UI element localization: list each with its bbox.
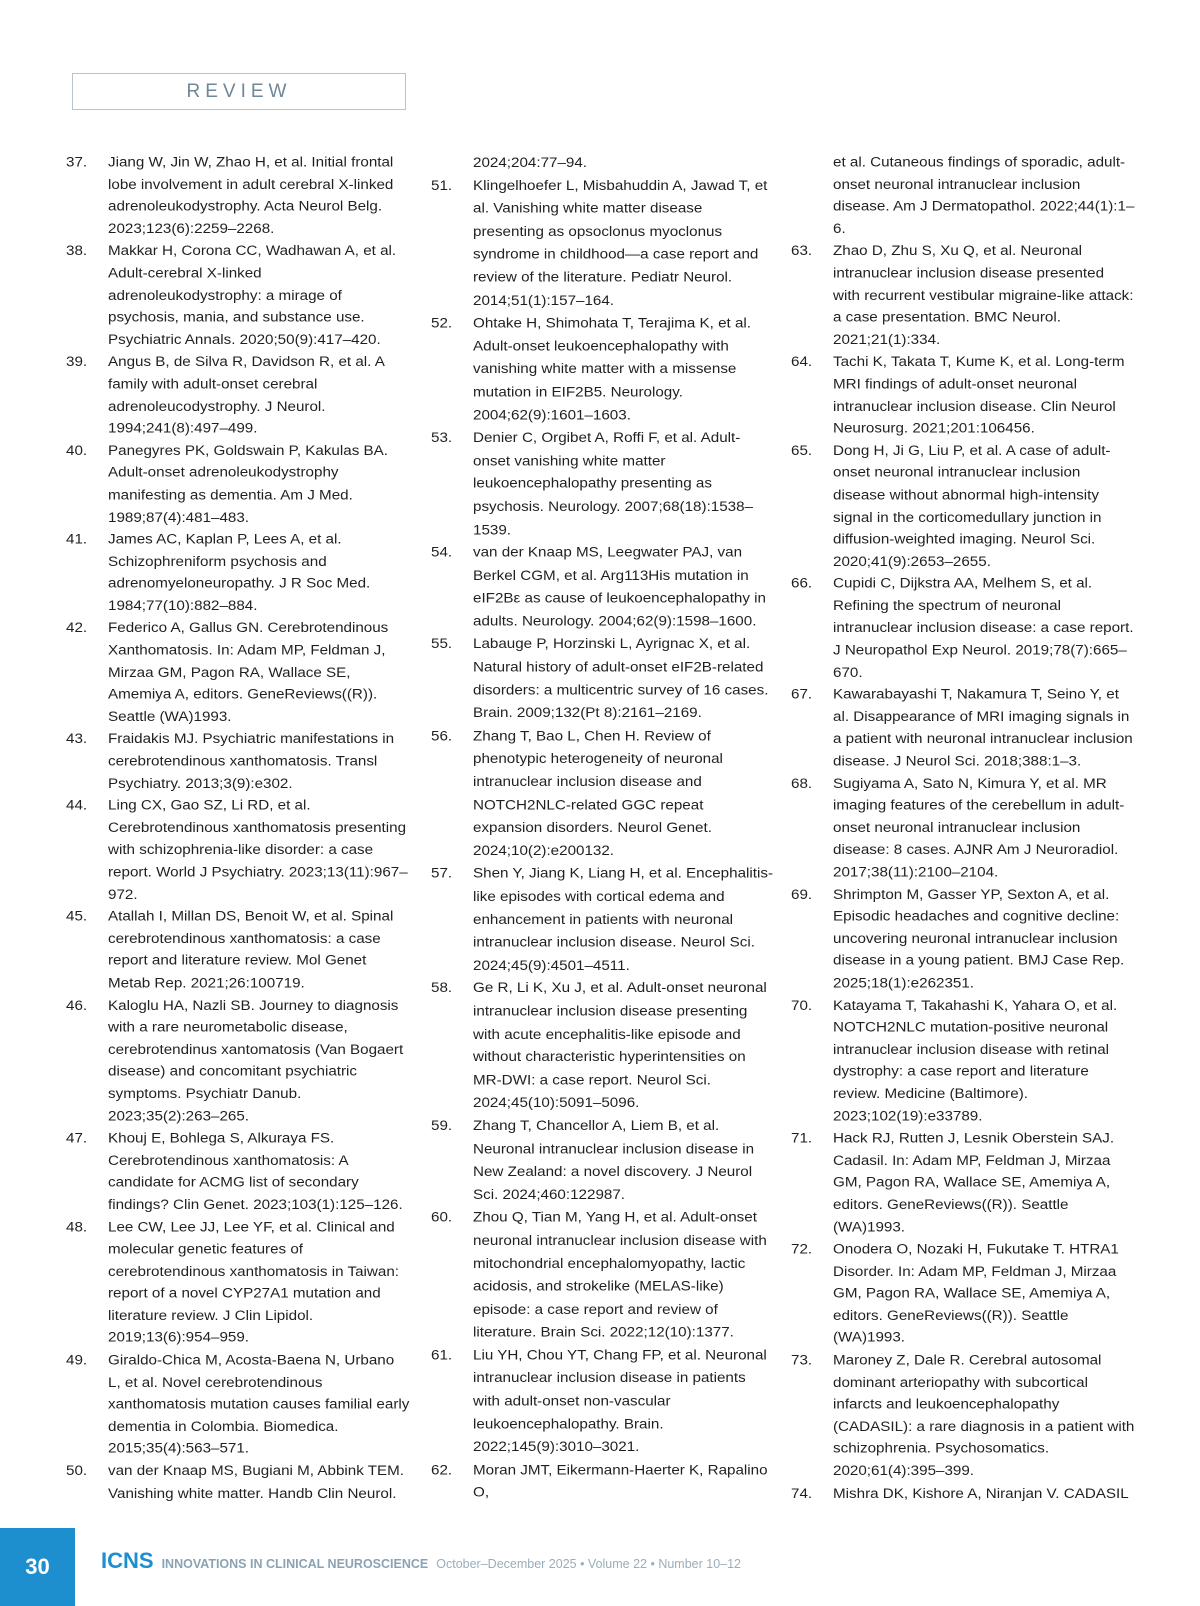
reference-number: 50. [66,1463,88,1479]
reference-number: 47. [66,1130,88,1147]
reference-item [66,995,410,1128]
reference-text: Onodera O, Nozaki H, Fukutake T. HTRA1 Disorder. In: Adam MP, Feldman J, Mirzaa GM, Pagon RA, Wallace SE, Amemiya A, editors. GeneReviews((R)). Seattle (WA)1993. [833,1241,1119,1346]
reference-text: Katayama T, Takahashi K, Yahara O, et al. NOTCH2NLC mutation-positive neuronal intranuclear inclusion disease with retinal dystrophy: a case report and literature review. Medicine (Baltimore). 2023;102(19):e33789. [833,997,1118,1124]
reference-number: 64. [791,354,813,370]
reference-text: Zhang T, Chancellor A, Liem B, et al. Neuronal intranuclear inclusion disease in New Zealand: a novel discovery. J Neurol Sci. 2024;460:122987. [473,1118,755,1203]
reference-text: Ge R, Li K, Xu J, et al. Adult-onset neuronal intranuclear inclusion disease presenting with acute encephalitis-like episode and without characteristic hyperintensities on MR-DWI: a case report. Neurol Sci. 2024;45(10):5091–5096. [473,980,767,1111]
reference-item [791,1239,1135,1350]
reference-text: Cupidi C, Dijkstra AA, Melhem S, et al. Refining the spectrum of neuronal intranuclear inclusion disease: a case report. J Neuropathol Exp Neurol. 2019;78(7):665–670. [833,576,1134,681]
reference-column-2 [431,152,775,1505]
reference-number: 68. [791,775,813,792]
reference-number: 57. [431,865,453,882]
reference-item [66,440,410,529]
reference-text: Dong H, Ji G, Liu P, et al. A case of adult-onset neuronal intranuclear inclusion disease without abnormal high-intensity signal in the corticomedullary junction in diffusion-weighted imaging. Neurol Sci. 2020;41(9):2653–2655. [833,443,1111,570]
reference-text: Mishra DK, Kishore A, Niranjan V. CADASIL [833,1485,1129,1502]
reference-text: Zhao D, Zhu S, Xu Q, et al. Neuronal intranuclear inclusion disease presented with recurrent vestibular migraine-like attack: a case presentation. BMC Neurol. 2021;21(1):334. [833,243,1134,348]
reference-text: Zhang T, Bao L, Chen H. Review of phenotypic heterogeneity of neuronal intranuclear inclusion disease and NOTCH2NLC-related GGC repeat expansion disorders. Neurol Genet. 2024;10(2):e200132. [473,728,723,859]
reference-number: 63. [791,243,813,259]
reference-text: Labauge P, Horzinski L, Ayrignac X, et al. Natural history of adult-onset eIF2B-related disorders: a multicentric survey of 16 cases. Brain. 2009;132(Pt 8):2161–2169. [473,636,769,722]
reference-number: 70. [791,997,813,1014]
reference-text: Sugiyama A, Sato N, Kimura Y, et al. MR imaging features of the cerebellum in adult-onset neuronal intranuclear inclusion disease: 8 cases. AJNR Am J Neuroradiol. 2017;38(11):2100–2104. [833,775,1125,880]
reference-item [431,725,775,863]
reference-item [66,618,410,729]
reference-item [431,427,775,542]
reference-number: 71. [791,1130,813,1147]
reference-item [66,1217,410,1350]
reference-item [431,542,775,634]
reference-number: 74. [791,1485,813,1502]
journal-logo: ICNS [101,1548,154,1573]
reference-number: 49. [66,1352,88,1368]
reference-text: Lee CW, Lee JJ, Lee YF, et al. Clinical and molecular genetic features of cerebrotendinous xanthomatosis in Taiwan: report of a novel CYP27A1 mutation and literature review. J Clin Lipidol. 2019;13(6):954–959. [108,1219,399,1346]
reference-number: 39. [66,354,88,370]
reference-item [431,1345,775,1460]
reference-column-1 [66,152,410,1505]
reference-number: 44. [66,798,88,814]
reference-item [791,573,1135,684]
reference-number: 59. [431,1118,453,1134]
reference-number: 60. [431,1209,453,1226]
reference-text: Klingelhoefer L, Misbahuddin A, Jawad T, et al. Vanishing white matter disease presenting as opsoclonus myoclonus syndrome in childhood—a case report and review of the literature. Pediatr Neurol. 2014;51(1):157–164. [473,177,768,309]
reference-number: 55. [431,636,453,653]
reference-number: 67. [791,687,813,703]
reference-number: 46. [66,997,88,1014]
reference-item [66,906,410,995]
reference-text: Ling CX, Gao SZ, Li RD, et al. Cerebrotendinous xanthomatosis presenting with schizophrenia-like disorder: a case report. World J Psychiatry. 2023;13(11):967–972. [108,798,408,903]
reference-continuation: 2024;204:77–94. [473,154,588,171]
reference-number: 45. [66,908,88,925]
reference-number: 52. [431,315,453,332]
reference-text: Panegyres PK, Goldswain P, Kakulas BA. Adult-onset adrenoleukodystrophy manifesting as dementia. Am J Med. 1989;87(4):481–483. [108,443,388,525]
reference-item [431,978,775,1116]
reference-item [791,1350,1135,1483]
reference-item [66,1128,410,1217]
reference-number: 66. [791,576,813,592]
reference-text: Zhou Q, Tian M, Yang H, et al. Adult-onset neuronal intranuclear inclusion disease with mitochondrial encephalomyopathy, lactic acidosis, and strokelike (MELAS-like) episode: a case report and review of literature. Brain Sci. 2022;12(10):1377. [473,1209,767,1341]
reference-text: Shen Y, Jiang K, Liang H, et al. Encephalitis-like episodes with cortical edema and enhancement in patients with neuronal intranuclear inclusion disease. Neurol Sci. 2024;45(9):4501–4511. [473,865,774,974]
reference-text: Atallah I, Millan DS, Benoit W, et al. Spinal cerebrotendinous xanthomatosis: a case report and literature review. Mol Genet Metab Rep. 2021;26:100719. [108,908,394,991]
section-label: REVIEW [72,73,406,110]
reference-number: 56. [431,728,453,744]
reference-item [791,440,1135,573]
reference-item [791,773,1135,884]
reference-text: Moran JMT, Eikermann-Haerter K, Rapalino O, [473,1462,768,1501]
journal-name: INNOVATIONS IN CLINICAL NEUROSCIENCE [161,1557,429,1571]
reference-text: Hack RJ, Rutten J, Lesnik Oberstein SAJ. Cadasil. In: Adam MP, Feldman J, Mirzaa GM, Pagon RA, Wallace SE, Amemiya A, editors. GeneReviews((R)). Seattle (WA)1993. [833,1130,1115,1235]
footer-journal-info [101,1548,741,1574]
reference-item [791,352,1135,441]
reference-item [431,175,775,313]
reference-number: 61. [431,1347,453,1364]
reference-continuation: et al. Cutaneous findings of sporadic, adult-onset neuronal intranuclear inclusion disease. Am J Dermatopathol. 2022;44(1):1–6. [833,154,1135,237]
reference-number: 73. [791,1352,813,1368]
reference-number: 53. [431,430,453,446]
reference-item [66,352,410,441]
reference-item [66,795,410,906]
reference-number: 38. [66,243,88,259]
reference-number: 41. [66,531,88,548]
reference-number: 42. [66,620,88,636]
reference-item [66,1461,410,1505]
reference-item [791,884,1135,995]
reference-number: 69. [791,886,813,903]
reference-item [791,1483,1135,1505]
reference-text: van der Knaap MS, Leegwater PAJ, van Berkel CGM, et al. Arg113His mutation in eIF2Bε as cause of leukoencephalopathy in adults. Neurology. 2004;62(9):1598–1600. [473,544,766,630]
reference-text: Liu YH, Chou YT, Chang FP, et al. Neuronal intranuclear inclusion disease in patients with adult-onset non-vascular leukoencephalopathy. Brain. 2022;145(9):3010–3021. [473,1347,767,1455]
reference-item [791,684,1135,773]
reference-text: Giraldo-Chica M, Acosta-Baena N, Urbano L, et al. Novel cerebrotendinous xanthomatosis mutation causes familial early dementia in Colombia. Biomedica. 2015;35(4):563–571. [108,1352,410,1457]
reference-text: Kaloglu HA, Nazli SB. Journey to diagnosis with a rare neurometabolic disease, cerebrotendinus xantomatosis (Van Bogaert disease) and concomitant psychiatric symptoms. Psychiatr Danub. 2023;35(2):263–265. [108,997,404,1124]
reference-text: Maroney Z, Dale R. Cerebral autosomal dominant arteriopathy with subcortical infarcts and leukoencephalopathy (CADASIL): a rare diagnosis in a patient with schizophrenia. Psychosomatics. 2020;61(4):395–399. [833,1352,1135,1479]
reference-number: 51. [431,177,453,194]
reference-text: Makkar H, Corona CC, Wadhawan A, et al. Adult-cerebral X-linked adrenoleukodystrophy: a mirage of psychosis, mania, and substance use. Psychiatric Annals. 2020;50(9):417–420. [108,243,397,348]
reference-text: Jiang W, Jin W, Zhao H, et al. Initial frontal lobe involvement in adult cerebral X-linked adrenoleukodystrophy. Acta Neurol Belg. 2023;123(6):2259–2268. [108,154,394,237]
reference-item [431,1459,775,1505]
reference-number: 72. [791,1241,813,1258]
reference-item [791,1128,1135,1239]
reference-number: 54. [431,544,453,561]
reference-text: Shrimpton M, Gasser YP, Sexton A, et al. Episodic headaches and cognitive decline: uncovering neuronal intranuclear inclusion disease in a young patient. BMJ Case Rep. 2025;18(1):e262351. [833,886,1125,991]
reference-text: Denier C, Orgibet A, Roffi F, et al. Adult-onset vanishing white matter leukoencephalopathy presenting as psychosis. Neurology. 2007;68(18):1538–1539. [473,430,754,538]
reference-item [431,863,775,978]
issue-info: October–December 2025 • Volume 22 • Number 10–12 [436,1557,742,1571]
page-number: 30 [0,1528,75,1606]
reference-number: 40. [66,443,88,459]
reference-item [431,1207,775,1345]
reference-text: Angus B, de Silva R, Davidson R, et al. A family with adult-onset cerebral adrenoleucodystrophy. J Neurol. 1994;241(8):497–499. [108,354,385,437]
reference-number: 48. [66,1219,88,1235]
reference-item [431,313,775,428]
reference-text: James AC, Kaplan P, Lees A, et al. Schizophreniform psychosis and adrenomyeloneuropathy. J R Soc Med. 1984;77(10):882–884. [108,531,371,614]
reference-number: 43. [66,731,88,747]
reference-number: 58. [431,980,453,997]
reference-text: Khouj E, Bohlega S, Alkuraya FS. Cerebrotendinous xanthomatosis: A candidate for ACMG list of secondary findings? Clin Genet. 2023;103(1):125–126. [108,1130,403,1213]
reference-item [66,529,410,618]
reference-text: Tachi K, Takata T, Kume K, et al. Long-term MRI findings of adult-onset neuronal intranuclear inclusion disease. Clin Neurol Neurosurg. 2021;201:106456. [833,354,1125,437]
reference-text: Fraidakis MJ. Psychiatric manifestations in cerebrotendinous xanthomatosis. Transl Psychiatry. 2013;3(9):e302. [108,731,395,792]
reference-item [791,241,1135,352]
reference-text: van der Knaap MS, Bugiani M, Abbink TEM. Vanishing white matter. Handb Clin Neurol. [108,1463,405,1502]
reference-item [791,995,1135,1128]
reference-item [66,241,410,352]
reference-number: 37. [66,154,88,171]
reference-item [431,1115,775,1207]
reference-column-3 [791,152,1135,1505]
reference-item [66,1350,410,1461]
reference-number: 62. [431,1462,453,1478]
reference-item [431,634,775,726]
reference-text: Federico A, Gallus GN. Cerebrotendinous Xanthomatosis. In: Adam MP, Feldman J, Mirzaa GM, Pagon RA, Wallace SE, Amemiya A, editors. GeneReviews((R)). Seattle (WA)1993. [108,620,389,725]
reference-text: Kawarabayashi T, Nakamura T, Seino Y, et al. Disappearance of MRI imaging signals in a patient with neuronal intranuclear inclusion disease. J Neurol Sci. 2018;388:1–3. [833,687,1133,769]
reference-text: Ohtake H, Shimohata T, Terajima K, et al. Adult-onset leukoencephalopathy with vanishing white matter with a missense mutation in EIF2B5. Neurology. 2004;62(9):1601–1603. [473,315,752,423]
reference-item [66,152,410,241]
reference-item [66,729,410,796]
reference-number: 65. [791,443,813,459]
